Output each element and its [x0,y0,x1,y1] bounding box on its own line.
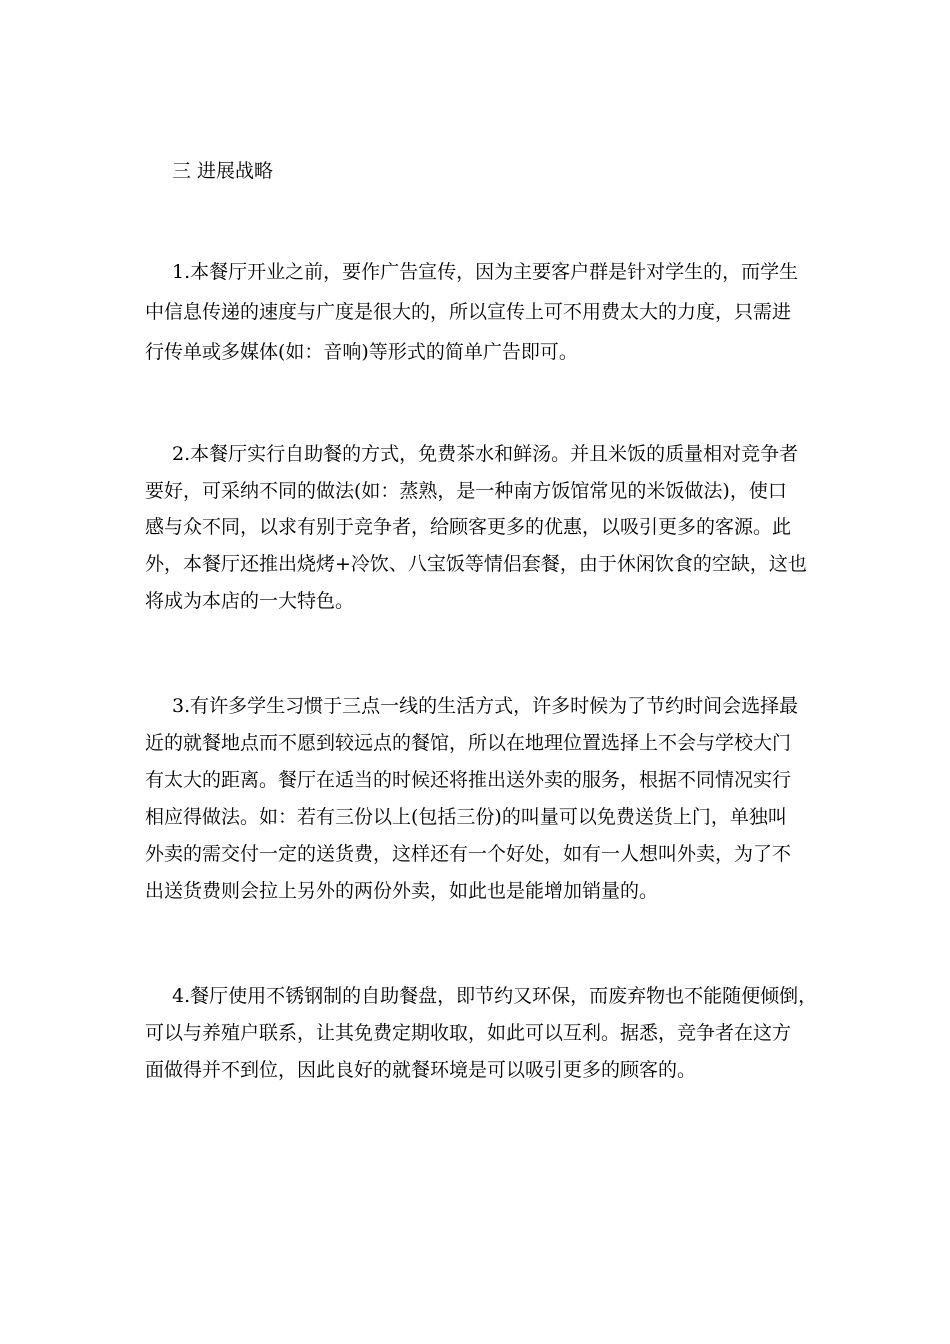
paragraph-line: 近的就餐地点而不愿到较远点的餐馆，所以在地理位置选择上不会与学校大门 [145,732,792,754]
paragraph-line: 外卖的需交付一定的送货费，这样还有一个好处，如有一人想叫外卖，为了不 [145,843,792,865]
paragraph-line: 4.餐厅使用不锈钢制的自助餐盘，即节约又环保，而废弃物也不能随便倾倒， [172,985,818,1007]
paragraph-line: 相应得做法。如：若有三份以上(包括三份)的叫量可以免费送货上门，单独叫 [145,806,787,828]
paragraph-line: 将成为本店的一大特色。 [145,590,355,612]
paragraph-line: 有太大的距离。餐厅在适当的时候还将推出送外卖的服务，根据不同情况实行 [145,769,792,791]
paragraph-line: 中信息传递的速度与广度是很大的，所以宣传上可不用费太大的力度，只需进 [145,301,792,323]
paragraph-line: 出送货费则会拉上另外的两份外卖，如此也是能增加销量的。 [145,880,659,902]
paragraph-line: 要好，可采纳不同的做法(如：蒸熟，是一种南方饭馆常见的米饭做法)，使口 [145,480,787,502]
paragraph-line: 行传单或多媒体(如：音响)等形式的简单广告即可。 [145,341,578,363]
paragraph-line: 外，本餐厅还推出烧烤+冷饮、八宝饭等情侣套餐，由于休闲饮食的空缺，这也 [145,553,807,575]
paragraph-line: 可以与养殖户联系，让其免费定期收取，如此可以互利。据悉，竞争者在这方 [145,1022,792,1044]
paragraph-line: 3.有许多学生习惯于三点一线的生活方式，许多时候为了节约时间会选择最 [172,695,799,717]
paragraph-line: 1.本餐厅开业之前，要作广告宣传，因为主要客户群是针对学生的，而学生 [172,261,799,283]
section-heading: 三 进展战略 [172,160,274,182]
paragraph-line: 面做得并不到位，因此良好的就餐环境是可以吸引更多的顾客的。 [145,1059,697,1081]
paragraph-line: 感与众不同，以求有别于竞争者，给顾客更多的优惠，以吸引更多的客源。此 [145,516,792,538]
paragraph-line: 2.本餐厅实行自助餐的方式，免费茶水和鲜汤。并且米饭的质量相对竞争者 [172,443,799,465]
